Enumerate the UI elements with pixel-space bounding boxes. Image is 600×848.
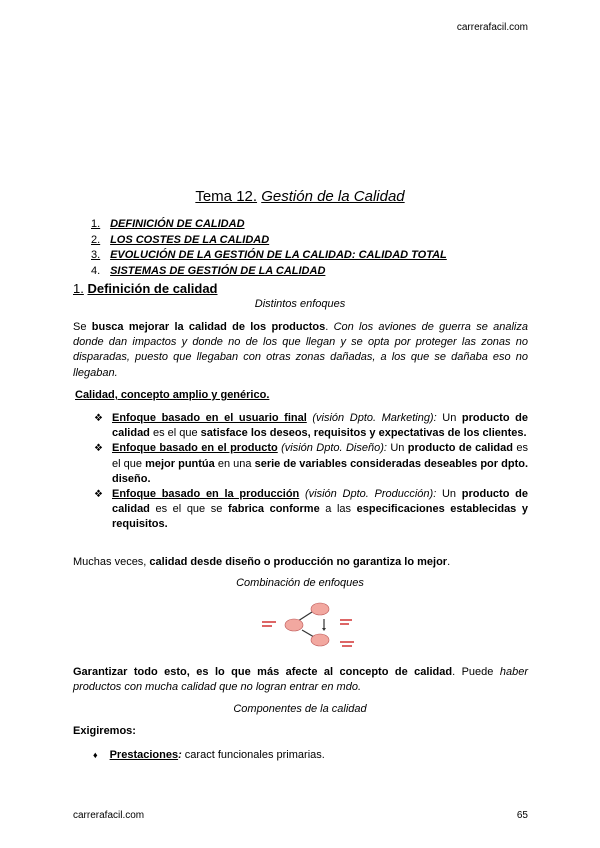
bullet-bold: serie de variables consideradas deseables por dpto. diseño.	[112, 457, 529, 485]
title-number: Tema 12.	[195, 188, 258, 205]
bullet-bold: mejor puntúa	[145, 457, 215, 470]
garantizar-text: . Puede	[452, 666, 500, 678]
toc-item-label: EVOLUCIÓN DE LA GESTIÓN DE LA CALIDAD: CALIDAD TOTAL	[110, 249, 447, 262]
diagram-node	[311, 634, 329, 646]
toc-item	[91, 233, 447, 249]
approach-list	[94, 411, 528, 533]
intro-italic: Con los aviones de guerra se analiza donde dan impactos y donde no de los que llegan y se opta por proteger las zonas no disparadas, puesto que llegaban con otras zonas dañadas, a los que se dañaba eso no llegaban.	[73, 321, 528, 379]
exigiremos-label: Exigiremos:	[73, 725, 136, 737]
toc-item	[91, 248, 447, 264]
garantizar-bold: Garantizar todo esto, es lo que más afecte al concepto de calidad	[73, 666, 453, 678]
bullet-bold: producto de calidad	[407, 442, 513, 455]
toc-item-label: LOS COSTES DE LA CALIDAD	[110, 233, 270, 246]
list-item	[94, 411, 528, 441]
bullet-text: a las	[319, 503, 357, 516]
footer-site: carrerafacil.com	[73, 810, 145, 821]
bullet-title: Enfoque basado en el usuario final	[112, 412, 307, 424]
bullet-text: es el que	[112, 442, 528, 470]
section-heading	[73, 281, 218, 296]
page-number: 65	[516, 810, 528, 821]
bullet-bold: especificaciones establecidas y requisitos.	[112, 503, 528, 531]
prestaciones-text: caract funcionales primarias.	[181, 749, 325, 761]
intro-dot: .	[325, 321, 334, 333]
list-item	[94, 487, 528, 533]
bullet-text: Un	[390, 442, 408, 455]
bullet-bold: fabrica conforme	[227, 503, 320, 516]
toc-item-number: 4.	[91, 264, 101, 277]
page-title	[0, 188, 600, 205]
list-item	[94, 441, 528, 487]
bullet-dept: (visión Dpto. Diseño):	[277, 442, 391, 455]
bullet-text: Un	[442, 412, 462, 424]
muchas-bold: calidad desde diseño o producción no garantiza lo mejor	[149, 556, 448, 568]
intro-lead: Se	[73, 321, 92, 333]
toc-item-number: 3.	[91, 249, 101, 262]
prestaciones-colon: :	[178, 749, 182, 761]
section-number: 1.	[73, 281, 84, 296]
toc-item-label: SISTEMAS DE GESTIÓN DE LA CALIDAD	[110, 264, 326, 277]
toc-item	[91, 217, 447, 233]
toc-item	[91, 264, 447, 280]
muchas-lead: Muchas veces,	[73, 556, 150, 568]
toc-item-number: 1.	[91, 218, 101, 230]
bullet-text: Un	[441, 488, 462, 501]
diamond-bullet-icon: ❖	[94, 489, 103, 501]
intro-paragraph	[73, 320, 528, 381]
subtitle-combinacion: Combinación de enfoques	[236, 577, 364, 589]
bullet-text: en una	[214, 457, 255, 470]
diamond-bullet-icon: ❖	[94, 413, 103, 424]
bullet-bold: satisface los deseos, requisitos y expectativas de los clientes.	[200, 427, 527, 440]
table-of-contents	[91, 217, 447, 279]
bullet-bold: producto de calidad	[112, 488, 528, 516]
subtitle-componentes: Componentes de la calidad	[233, 703, 367, 715]
bullet-title: Enfoque basado en el producto	[112, 442, 278, 455]
diagram-node	[285, 619, 303, 631]
prestaciones-title: Prestaciones	[109, 749, 179, 761]
bullet-dept: (visión Dpto. Marketing):	[306, 412, 443, 424]
muchas-veces-paragraph	[73, 555, 528, 570]
diagram-note	[340, 619, 352, 621]
bullet-text: es el que se	[149, 503, 228, 516]
toc-item-number: 2.	[91, 233, 101, 246]
diamond-bullet-icon: ❖	[94, 443, 103, 455]
subheading-calidad: Calidad, concepto amplio y genérico.	[75, 389, 270, 401]
subtitle-distintos-enfoques: Distintos enfoques	[254, 298, 346, 310]
approaches-diagram	[258, 597, 362, 657]
diagram-note	[262, 625, 272, 627]
bullet-dept: (visión Dpto. Producción):	[299, 488, 442, 501]
section-title: Definición de calidad	[87, 281, 218, 296]
diagram-note	[340, 641, 354, 643]
prestaciones-item	[93, 749, 325, 761]
diagram-note	[340, 623, 349, 625]
header-site: carrerafacil.com	[456, 22, 528, 33]
toc-item-label: DEFINICIÓN DE CALIDAD	[110, 218, 245, 230]
diamond-icon: ♦	[93, 750, 98, 760]
bullet-text: es el que	[149, 427, 201, 440]
bullet-title: Enfoque basado en la producción	[112, 488, 300, 501]
title-name: Gestión de la Calidad	[261, 188, 405, 205]
diagram-node	[311, 603, 329, 615]
bullet-bold: producto de calidad	[112, 412, 528, 440]
garantizar-italic: haber productos con mucha calidad que no logran entrar en mdo.	[73, 666, 528, 694]
diagram-note	[262, 621, 276, 623]
intro-bold: busca mejorar la calidad de los productos	[91, 321, 326, 333]
diagram-note	[342, 645, 352, 647]
garantizar-paragraph	[73, 665, 528, 695]
muchas-end: .	[447, 556, 451, 568]
